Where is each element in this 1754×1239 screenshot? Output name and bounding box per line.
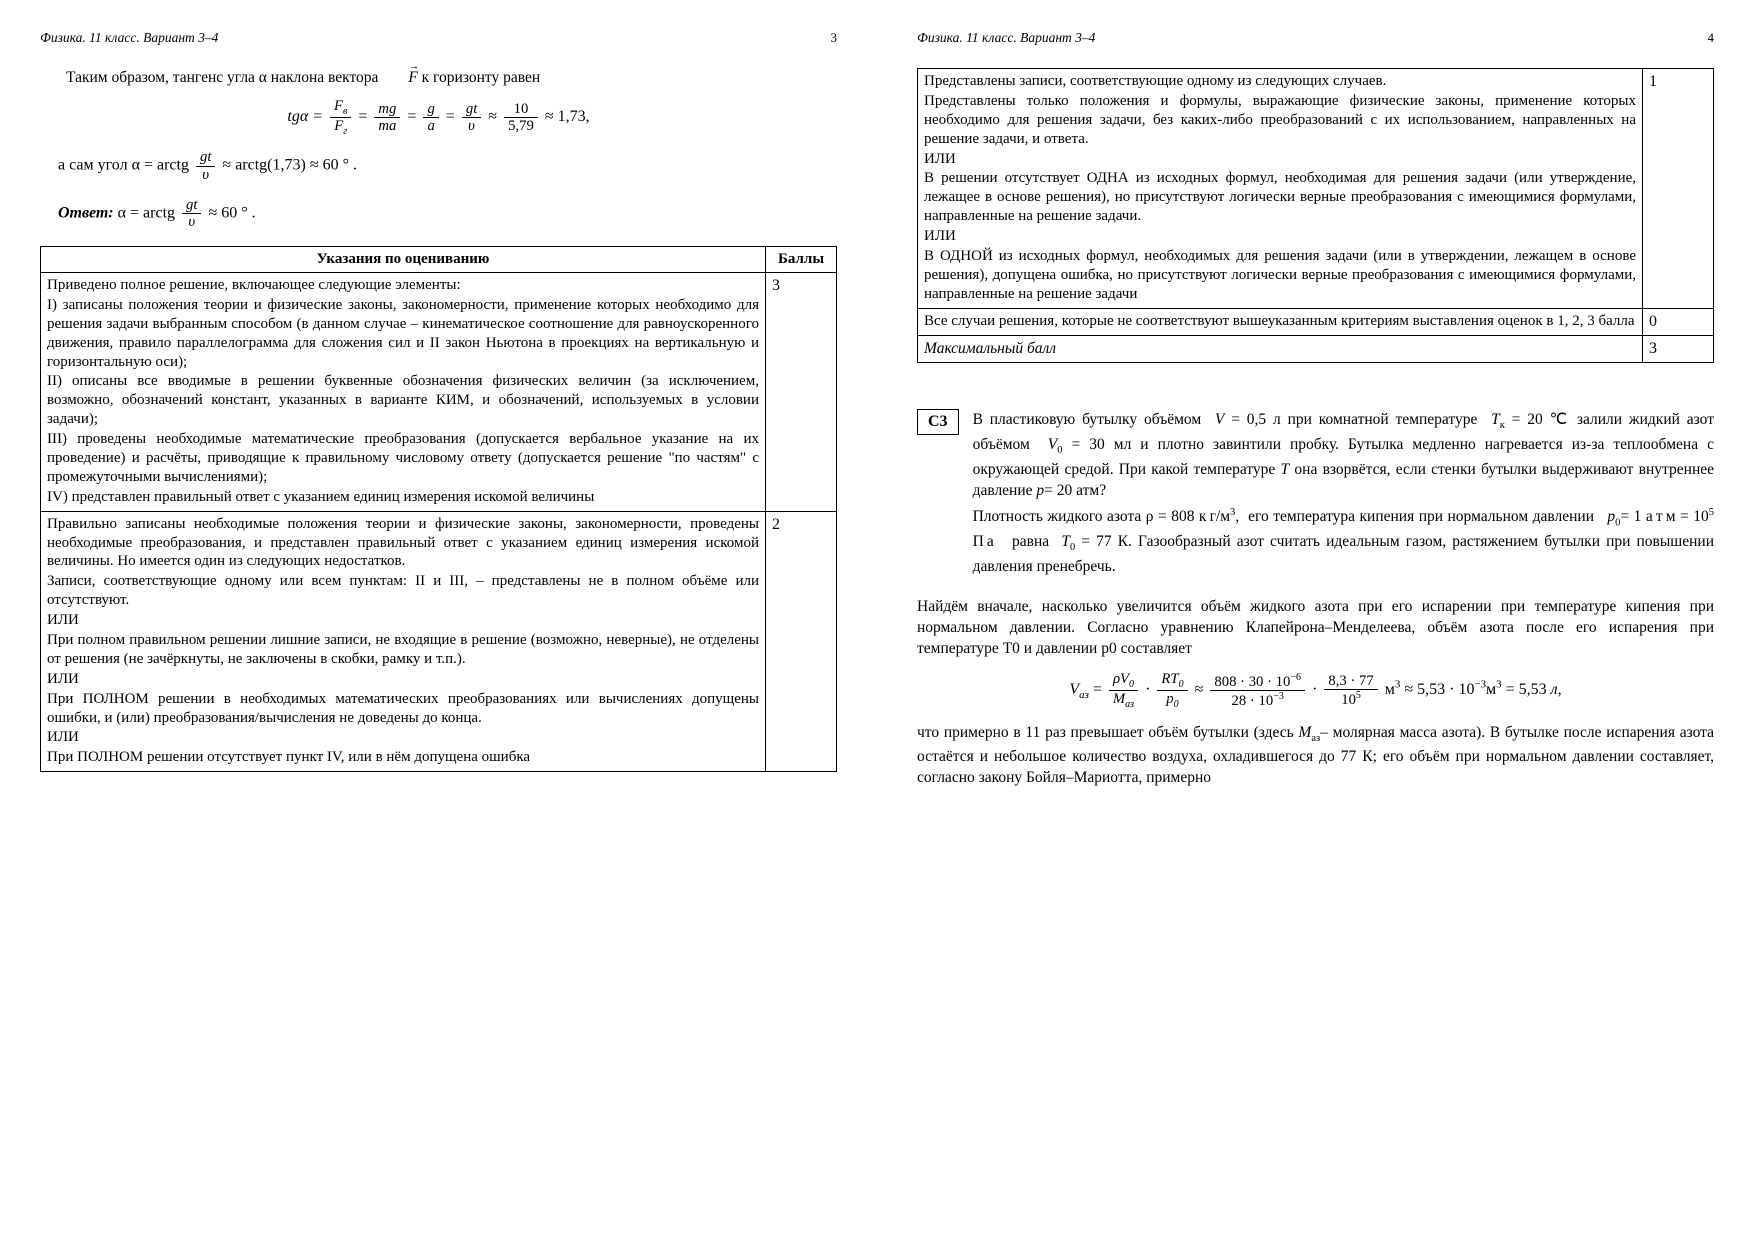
right-running-head-title: Физика. 11 класс. Вариант 3–4 [917, 30, 1096, 45]
max-score-value: 3 [1643, 335, 1714, 362]
task-c3-body [973, 409, 1714, 582]
f1-num: F [334, 98, 344, 115]
crit-2-line-1: Записи, соответствующие одному или всем пунктам: II и III, – представлены не в полном объёме или отсутствуют. [47, 573, 759, 609]
formula-tangent: tgα = $\frac{F_в}{F_г}$ = $\frac{mg}{ma}$ = $\frac{g}{a}$ = $\frac{gt}{\upsilon}$ ≈ $\frac{10}{5,79}$ ≈ 1,73, [287, 98, 590, 138]
formula-fraction-mg-ma [374, 101, 400, 134]
angle-den: υ [196, 166, 215, 183]
formula-frac-numeric-1: $\frac{808 \cdot 30 \cdot 10^{-6}}{28 \cdot 10^{-3}}$ [1210, 672, 1305, 709]
formula-lhs: $V_{аз}$ [1069, 681, 1089, 702]
answer-line [58, 197, 837, 230]
task-c3 [917, 409, 1714, 582]
formula-fraction-g-a [423, 101, 438, 134]
f3-num: g [427, 101, 435, 118]
table-row [41, 511, 837, 772]
header-score: Баллы [766, 247, 837, 273]
crit-1-line-5: В ОДНОЙ из исходных формул, необходимых для решения задачи (или в утверждении, лежащем в основе решения), допущена ошибка, но присутствуют логически верные преобразования с имеющимися формулами, направленные на решение задачи [924, 248, 1636, 302]
formula-fraction-numbers [504, 101, 538, 134]
formula-approx-1: ≈ [488, 108, 498, 126]
f1-num-sub: в [343, 106, 348, 118]
max-score-label: Максимальный балл [918, 335, 1643, 362]
table-row-max [918, 335, 1714, 362]
answer-fraction [182, 197, 201, 230]
crit-3-line-0: Приведено полное решение, включающее следующие элементы: [47, 277, 461, 293]
criteria-cell-0 [918, 308, 1643, 335]
formula-angle [58, 149, 837, 182]
solution-block [917, 596, 1714, 789]
crit-3-line-4: IV) представлен правильный ответ с указанием единиц измерения искомой величины [47, 488, 595, 505]
crit-2-line-0: Правильно записаны необходимые положения теории и физические законы, закономерности, проведены необходимые преобразования, и представлен правильный ответ с указанием единиц измерения искомой величины. Но имеется один из следующих недостатков. [47, 515, 759, 570]
score-cell-0: 0 [1643, 308, 1714, 335]
task-c3-line-0: В пластиковую бутылку объёмом V = 0,5 л при комнатной температуре $T_к = 20$ ℃ залили жидкий азот объёмом $V_0 = 30$ мл и плотно завинтили пробку. Бутылка медленно нагревается из-за теплообмена с окружающей средой. При какой температуре T она взорвётся, если стенки бутылки выдерживают внутреннее давление p= 20 атм? [972, 411, 1714, 500]
intro-text-after: к горизонту равен [421, 69, 541, 86]
intro-text-before: Таким образом, тангенс угла α наклона вектора [66, 69, 379, 86]
table-row [918, 308, 1714, 335]
crit-3-line-1: I) записаны положения теории и физические законы, закономерности, применение которых необходимо для решения задачи выбранным способом (в данном случае – кинематическое соотношение для равноускоренного движения, правило параллелограмма для сложения сил и II закон Ньютона в проекциях на вертикальную и горизонтальную оси); [47, 296, 759, 370]
task-c3-line-1: Плотность жидкого азота ρ = 808 к $г/м^3$, его температура кипения при нормальном давлении $p_0= 1$ а т $м = 10^5$ П а равна $T_0 = 77$ К. Газообразный азот считать идеальным газом, растяжением бутылки при повышении давления пренебречь. [972, 507, 1714, 575]
answer-label: Ответ: [58, 204, 114, 222]
crit-2-line-4: ИЛИ [47, 670, 79, 687]
f1-den-sub: г [343, 126, 348, 138]
crit-0-line-0: Все случаи решения, которые не соответствуют вышеуказанным критериям выставления оценок в 1, 2, 3 балла [924, 312, 1635, 329]
right-page [877, 0, 1754, 1239]
score-cell-1: 1 [1643, 69, 1714, 309]
crit-1-line-2: ИЛИ [924, 150, 956, 167]
solution-paragraph-2: что примерно в 11 раз превышает объём бутылки (здесь $M_{аз}-$ молярная масса азота). В бутылке после испарения азота остаётся и небольшое количество воздуха, охладившегося до 77 К; его объём при нормальном давлении составляет, согласно закону Бойля–Мариотта, примерно [917, 723, 1714, 787]
crit-2-line-2: ИЛИ [47, 612, 79, 629]
formula-unit-1: $м^3$ [1384, 678, 1401, 699]
f5-num: 10 [513, 101, 529, 118]
f3-den: a [423, 117, 438, 134]
left-page-number: 3 [830, 30, 837, 45]
vector-f-symbol: F → [382, 68, 417, 88]
score-cell-3: 3 [766, 273, 837, 512]
table-row [41, 273, 837, 512]
task-tag-c3: С3 [917, 409, 959, 435]
answer-den: υ [182, 213, 201, 230]
angle-num: gt [199, 149, 212, 166]
criteria-cell-1 [918, 69, 1643, 309]
crit-3-line-2: II) описаны все вводимые в решении буквенные обозначения физических величин (за исключением, возможно, обозначений констант, указанных в варианте КИМ, и обозначений, используемых в условии задачи); [47, 373, 759, 428]
formula-angle-tail: ≈ arctg(1,73) ≈ 60 ° . [222, 156, 357, 174]
solution-paragraph-1: Найдём вначале, насколько увеличится объём жидкого азота при его испарении при температуре кипения при нормальном давлении. Согласно уравнению Клапейрона–Менделеева, объём азота после его испарения при температуре T0 и давлении p0 составляет [917, 597, 1714, 657]
crit-1-line-3: В решении отсутствует ОДНА из исходных формул, необходимая для решения задачи (или утверждение, лежащее в основе решения), но присутствуют логически верные преобразования с имеющимися формулами, направленные на решение задачи. [924, 170, 1636, 225]
answer-tail: ≈ 60 ° . [208, 204, 256, 222]
crit-1-line-4: ИЛИ [924, 228, 956, 245]
answer-num: gt [186, 196, 198, 213]
crit-1-line-1: Представлены только положения и формулы, выражающие физические законы, применение которых необходимо для решения задачи, без каких-либо преобразований с их использованием, направленных на решение задачи, и ответа. [924, 92, 1636, 147]
formula-angle-lead: а сам угол α = arctg [58, 156, 189, 174]
f4-num: gt [465, 101, 478, 118]
crit-2-line-3: При полном правильном решении лишние записи, не входящие в решение (возможно, неверные), не отделены от решения (не зачёркнуты, не заключены в скобки, рамку и т.п.). [47, 632, 759, 667]
header-criteria: Указания по оцениванию [41, 247, 766, 273]
formula-frac-numeric-2: $\frac{8,3 \cdot 77}{10^5}$ [1324, 673, 1377, 708]
formula-fraction-gt-v [462, 101, 481, 134]
f1-den: F [334, 118, 344, 135]
f4-den: υ [462, 117, 481, 134]
formula-result: ≈ $5,53 \cdot 10^{-3}м^3 = 5,53$ л, [1404, 678, 1562, 699]
crit-2-line-5: При ПОЛНОМ решении в необходимых математических преобразованиях или вычислениях допущены ошибки, и (или) преобразования/вычисления не доведены до конца. [47, 690, 759, 726]
score-cell-2: 2 [766, 511, 837, 772]
crit-2-line-7: При ПОЛНОМ решении отсутствует пункт IV, или в нём допущена ошибка [47, 749, 531, 766]
f2-den: ma [374, 117, 400, 134]
crit-2-line-6: ИЛИ [47, 729, 79, 746]
intro-paragraph [40, 68, 837, 88]
formula-approx-2: ≈ 1,73, [544, 108, 590, 126]
crit-1-line-0: Представлены записи, соответствующие одному из следующих случаев. [924, 73, 1387, 89]
right-running-head [917, 30, 1714, 46]
criteria-cell-3 [41, 273, 766, 512]
formula-angle-fraction [196, 149, 215, 182]
table-header-row [41, 247, 837, 273]
f2-num: mg [378, 101, 397, 118]
left-running-head [40, 30, 837, 46]
left-running-head-title: Физика. 11 класс. Вариант 3–4 [40, 30, 219, 45]
right-page-number: 4 [1707, 30, 1714, 45]
formula-frac-rho-v0-m: $\frac{\rho V_0}{M_{аз}}$ [1109, 671, 1138, 710]
formula-frac-rt0-p0: $\frac{RT_0}{p_0}$ [1157, 671, 1187, 710]
f5-den: 5,79 [504, 117, 538, 134]
formula-fraction-forces [330, 98, 351, 137]
answer-lead: α = arctg [117, 204, 176, 222]
criteria-cell-2 [41, 511, 766, 772]
solution-formula: $V_{аз}$ = $\frac{\rho V_0}{M_{аз}}$ · $\frac{RT_0}{p_0}$ ≈ $\frac{808 \cdot 30 \cdot 10^{-6}}{28 \cdot 10^{-3}}$ · $\frac{8,3 \cdot 77}{10^5}$ $м^3 \approx 5,53 \cdot 10^{-3}м^3 = 5,53$ л, [1069, 670, 1562, 710]
grading-table-left [40, 246, 837, 772]
grading-table-right [917, 68, 1714, 363]
formula-tangent-lead: tgα = [287, 108, 324, 126]
crit-3-line-3: III) проведены необходимые математические преобразования (допускается вербальное указание на их проведение) и расчёты, приводящие к правильному числовому ответу (допускается решение "по частям" с промежуточными вычислениями); [47, 431, 759, 485]
table-row [918, 69, 1714, 309]
